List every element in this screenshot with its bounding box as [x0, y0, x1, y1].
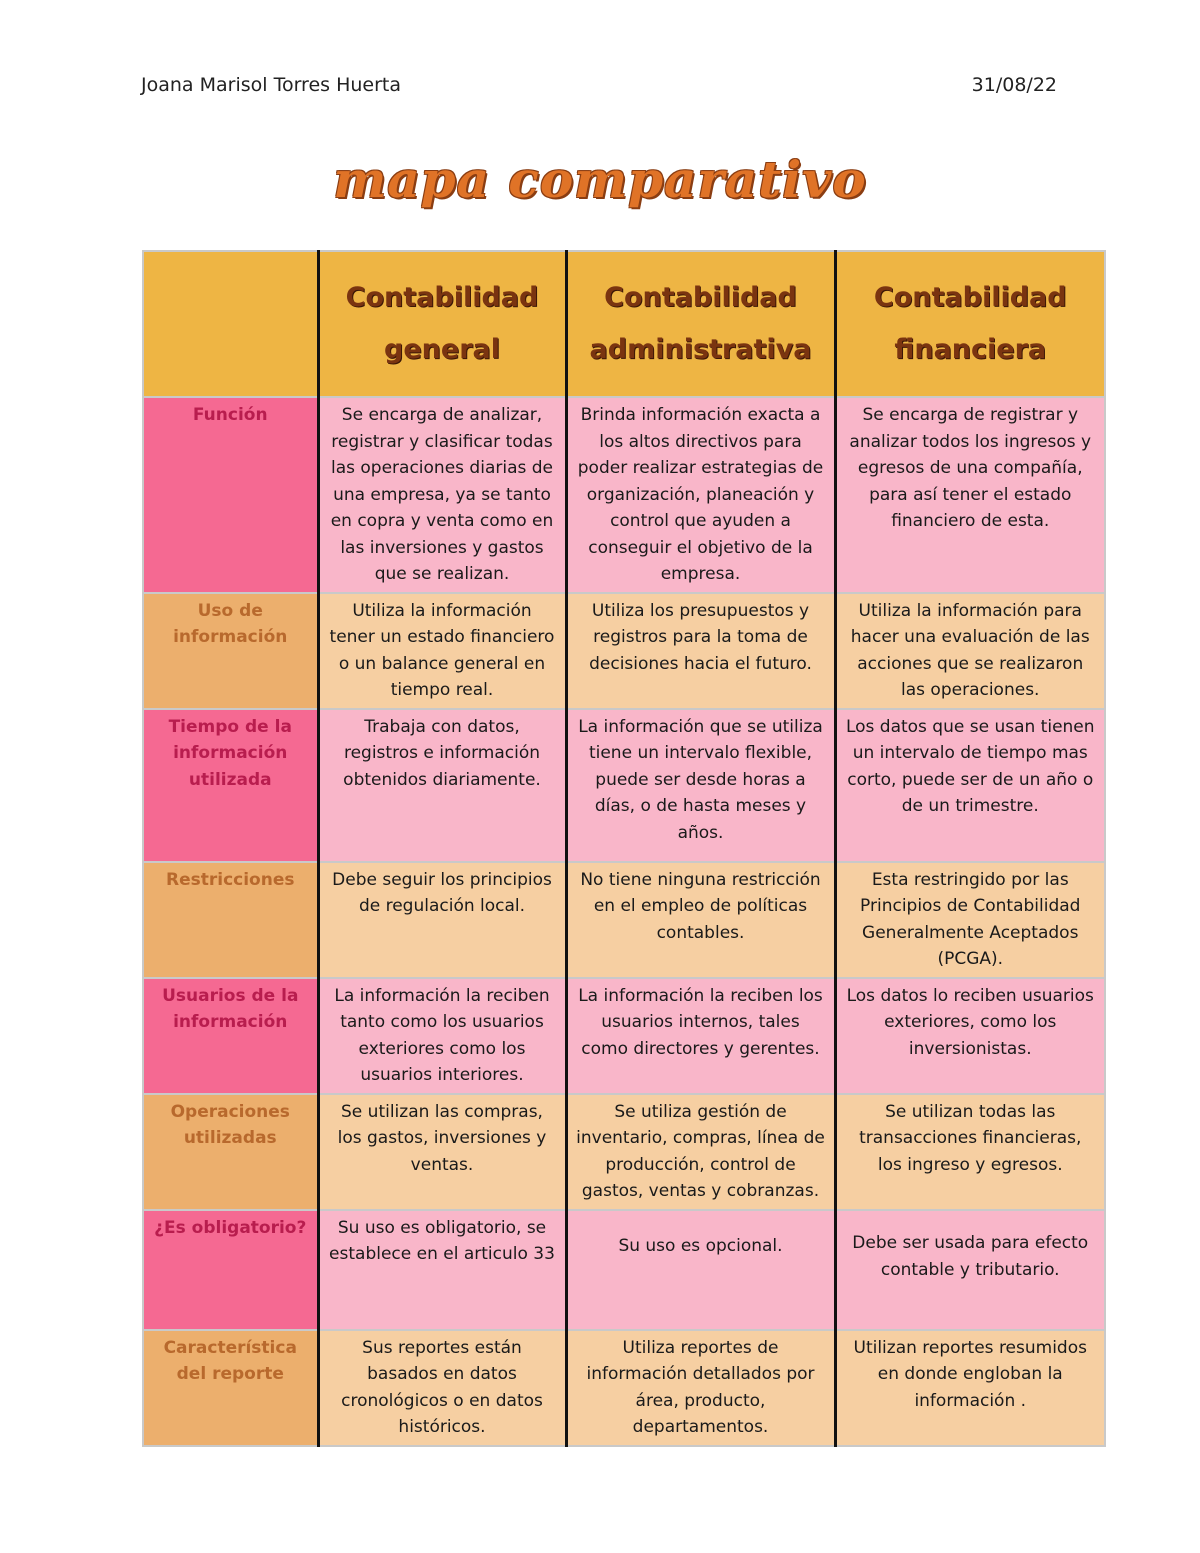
table-cell: Trabaja con datos, registros e información obtenidos diariamente.: [318, 709, 566, 862]
table-cell: La información la reciben los usuarios internos, tales como directores y gerentes.: [566, 978, 835, 1094]
table-row: [143, 1094, 1105, 1210]
corner-cell: [143, 251, 318, 397]
table-cell: Su uso es obligatorio, se establece en el articulo 33: [318, 1210, 566, 1330]
table-cell: Se utilizan todas las transacciones financieras, los ingreso y egresos.: [835, 1094, 1105, 1210]
row-label: Restricciones: [143, 862, 318, 978]
document-title: mapa comparativo: [333, 150, 867, 209]
table-cell: Debe ser usada para efecto contable y tributario.: [835, 1210, 1105, 1330]
table-cell: Utiliza reportes de información detallados por área, producto, departamentos.: [566, 1330, 835, 1446]
row-label: ¿Es obligatorio?: [143, 1210, 318, 1330]
comparison-table: [142, 250, 1106, 1447]
table-row: [143, 709, 1105, 862]
table-row: [143, 862, 1105, 978]
table-header-row: [143, 251, 1105, 397]
author-name: Joana Marisol Torres Huerta: [141, 74, 401, 96]
table-cell: Utiliza los presupuestos y registros para la toma de decisiones hacia el futuro.: [566, 593, 835, 709]
table-cell: Su uso es opcional.: [566, 1210, 835, 1330]
table-cell: Los datos que se usan tienen un intervalo de tiempo mas corto, puede ser de un año o de un trimestre.: [835, 709, 1105, 862]
table-cell: Debe seguir los principios de regulación local.: [318, 862, 566, 978]
column-header-financiera: [835, 251, 1105, 397]
row-label: Operaciones utilizadas: [143, 1094, 318, 1210]
column-header-administrativa: [566, 251, 835, 397]
column-header-label: Contabilidad financiera: [873, 282, 1067, 365]
row-label: Tiempo de la información utilizada: [143, 709, 318, 862]
table-row: [143, 593, 1105, 709]
table-cell: Utiliza la información tener un estado financiero o un balance general en tiempo real.: [318, 593, 566, 709]
table-row: [143, 397, 1105, 593]
table-cell: Se utilizan las compras, los gastos, inversiones y ventas.: [318, 1094, 566, 1210]
row-label: Uso de información: [143, 593, 318, 709]
column-header-label: Contabilidad administrativa: [589, 282, 812, 365]
table-row: [143, 1210, 1105, 1330]
table-cell: Se encarga de registrar y analizar todos los ingresos y egresos de una compañía, para así tener el estado financiero de esta.: [835, 397, 1105, 593]
document-date: 31/08/22: [971, 74, 1057, 96]
table-cell: Brinda información exacta a los altos directivos para poder realizar estrategias de organización, planeación y control que ayuden a conseguir el objetivo de la empresa.: [566, 397, 835, 593]
column-header-general: [318, 251, 566, 397]
row-label: Función: [143, 397, 318, 593]
table-cell: La información la reciben tanto como los usuarios exteriores como los usuarios interiores.: [318, 978, 566, 1094]
table-cell: Se utiliza gestión de inventario, compras, línea de producción, control de gastos, ventas y cobranzas.: [566, 1094, 835, 1210]
column-header-label: Contabilidad general: [345, 282, 539, 365]
table-cell: Utiliza la información para hacer una evaluación de las acciones que se realizaron las operaciones.: [835, 593, 1105, 709]
table-cell: La información que se utiliza tiene un intervalo flexible, puede ser desde horas a días, o de hasta meses y años.: [566, 709, 835, 862]
row-label: Usuarios de la información: [143, 978, 318, 1094]
table-cell: Esta restringido por las Principios de Contabilidad Generalmente Aceptados (PCGA).: [835, 862, 1105, 978]
table-cell: Se encarga de analizar, registrar y clasificar todas las operaciones diarias de una empresa, ya se tanto en copra y venta como en las inversiones y gastos que se realizan.: [318, 397, 566, 593]
table-row: [143, 978, 1105, 1094]
table-row: [143, 1330, 1105, 1446]
table-cell: Utilizan reportes resumidos en donde engloban la información .: [835, 1330, 1105, 1446]
table-cell: Sus reportes están basados en datos cronológicos o en datos históricos.: [318, 1330, 566, 1446]
table-cell: No tiene ninguna restricción en el empleo de políticas contables.: [566, 862, 835, 978]
row-label: Característica del reporte: [143, 1330, 318, 1446]
table-cell: Los datos lo reciben usuarios exteriores, como los inversionistas.: [835, 978, 1105, 1094]
